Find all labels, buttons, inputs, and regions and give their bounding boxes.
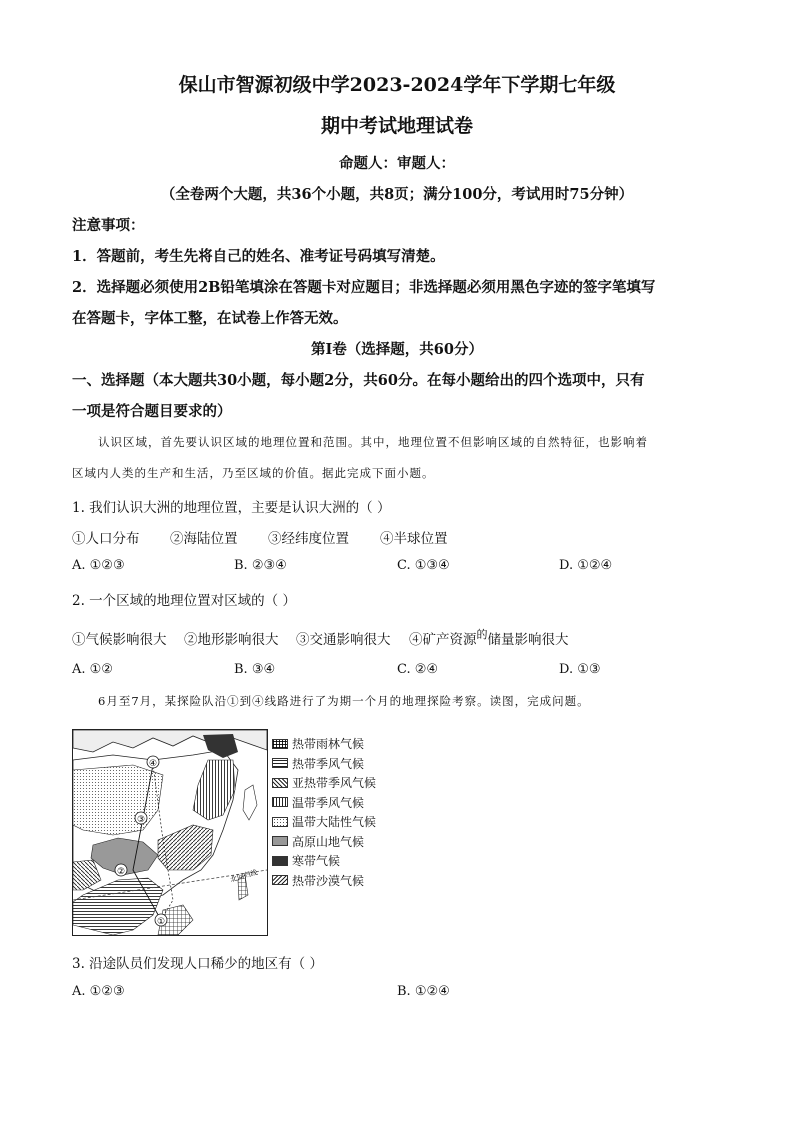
notice-item-2-line1: 2．选择题必须使用2B铅笔填涂在答题卡对应题目；非选择题必须用黑色字迹的签字笔填写	[72, 279, 656, 296]
section-heading-line1: 一、选择题（本大题共30小题，每小题2分，共60分。在每小题给出的四个选项中，只有	[72, 372, 645, 389]
legend-item: 亚热带季风气候	[272, 773, 376, 793]
map-legend	[272, 734, 376, 890]
q2-item-3: ③交通影响很大	[296, 632, 391, 648]
marker-4: ④	[148, 759, 158, 769]
q2-option-a[interactable]: A. ①②	[72, 662, 113, 677]
q2-item-1: ①气候影响很大	[72, 632, 167, 648]
tropic-label: 北回归线	[229, 868, 259, 884]
legend-item: 热带雨林气候	[272, 734, 376, 754]
q1-option-a[interactable]: A. ①②③	[72, 558, 125, 573]
passage1-line2: 区域内人类的生产和生活，乃至区域的价值。据此完成下面小题。	[72, 466, 435, 480]
legend-item: 高原山地气候	[272, 832, 376, 852]
exam-info: （全卷两个大题，共36个小题，共8页；满分100分，考试用时75分钟）	[160, 186, 634, 203]
q2-option-b[interactable]: B. ③④	[234, 662, 276, 677]
q1-item-2: ②海陆位置	[170, 531, 238, 547]
marker-2: ②	[116, 867, 126, 877]
notice-item-1: 1．答题前，考生先将自己的姓名、准考证号码填写清楚。	[72, 248, 445, 265]
part-title: 第Ⅰ卷（选择题，共60分）	[311, 341, 483, 358]
asia-climate-map-svg	[73, 730, 267, 935]
marker-1: ①	[156, 917, 166, 927]
q3-option-b[interactable]: B. ①②④	[397, 984, 450, 999]
question-1-stem: 1. 我们认识大洲的地理位置，主要是认识大洲的（ ）	[72, 500, 391, 516]
climate-map	[72, 729, 268, 936]
q2-item-4: ④矿产资源$^的$储量影响很大	[409, 628, 569, 648]
q2-item-2: ②地形影响很大	[184, 632, 279, 648]
passage1-line1: 认识区域，首先要认识区域的地理位置和范围。其中，地理位置不但影响区域的自然特征，也影响着	[98, 435, 648, 449]
legend-item: 温带季风气候	[272, 793, 376, 813]
notice-heading: 注意事项：	[72, 217, 145, 234]
q1-item-4: ④半球位置	[380, 531, 448, 547]
legend-item: 热带季风气候	[272, 754, 376, 774]
notice-item-2-line2: 在答题卡，字体工整，在试卷上作答无效。	[72, 310, 348, 327]
q2-option-c[interactable]: C. ②④	[397, 662, 439, 677]
q2-option-d[interactable]: D. ①③	[559, 662, 601, 677]
q1-option-b[interactable]: B. ②③④	[234, 558, 287, 573]
legend-item: 寒带气候	[272, 851, 376, 871]
q1-item-1: ①人口分布	[72, 531, 140, 547]
q1-item-3: ③经纬度位置	[268, 531, 349, 547]
question-2-stem: 2. 一个区域的地理位置对区域的（ ）	[72, 593, 296, 609]
question-3-stem: 3. 沿途队员们发现人口稀少的地区有（ ）	[72, 956, 323, 972]
section-heading-line2: 一项是符合题目要求的）	[72, 403, 232, 420]
marker-3: ③	[136, 815, 146, 825]
authors-line: 命题人：审题人：	[339, 155, 455, 172]
passage2: 6月至7月，某探险队沿①到④线路进行了为期一个月的地理探险考察。读图，完成问题。	[98, 694, 590, 708]
legend-item: 温带大陆性气候	[272, 812, 376, 832]
exam-title-line2: 期中考试地理试卷	[320, 115, 473, 137]
legend-item: 热带沙漠气候	[272, 871, 376, 891]
q1-option-d[interactable]: D. ①②④	[559, 558, 613, 573]
q1-option-c[interactable]: C. ①③④	[397, 558, 450, 573]
q3-option-a[interactable]: A. ①②③	[72, 984, 125, 999]
exam-title-line1: 保山市智源初级中学2023-2024学年下学期七年级	[178, 74, 616, 96]
